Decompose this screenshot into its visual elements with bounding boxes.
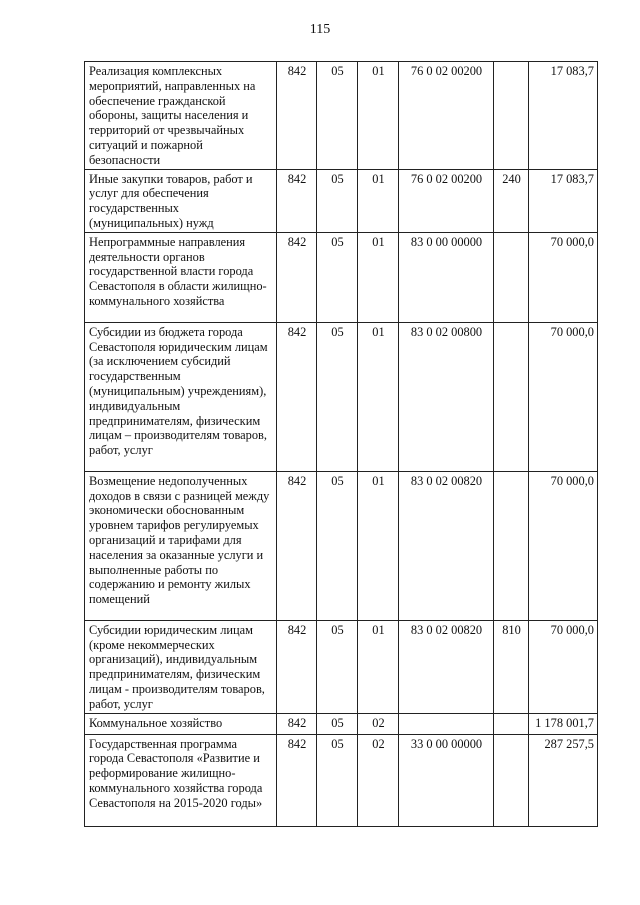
section-code-cell: 05 (317, 62, 358, 170)
amount-cell: 1 178 001,7 (529, 713, 598, 734)
expense-name-cell: Коммунальное хозяйство (85, 713, 277, 734)
amount-cell: 70 000,0 (529, 322, 598, 471)
expense-type-cell (494, 322, 529, 471)
target-article-cell: 83 0 02 00800 (399, 322, 494, 471)
expense-name-cell: Субсидии юридическим лицам (кроме некоммерческих организаций), индивидуальным предпринимателям, физическим лицам - производителям товаров, работ, услуг (85, 620, 277, 713)
section-code-cell: 05 (317, 322, 358, 471)
ministry-code-cell: 842 (277, 62, 317, 170)
target-article-cell: 83 0 02 00820 (399, 471, 494, 620)
expense-type-cell (494, 734, 529, 826)
amount-cell: 70 000,0 (529, 232, 598, 322)
ministry-code-cell: 842 (277, 322, 317, 471)
expense-type-cell (494, 471, 529, 620)
expense-type-cell (494, 713, 529, 734)
subsection-code-cell: 01 (358, 62, 399, 170)
section-code-cell: 05 (317, 713, 358, 734)
subsection-code-cell: 01 (358, 169, 399, 232)
subsection-code-cell: 01 (358, 232, 399, 322)
table-row (85, 620, 598, 713)
table-row (85, 713, 598, 734)
target-article-cell: 83 0 02 00820 (399, 620, 494, 713)
ministry-code-cell: 842 (277, 169, 317, 232)
target-article-cell: 76 0 02 00200 (399, 62, 494, 170)
target-article-cell (399, 713, 494, 734)
amount-cell: 17 083,7 (529, 169, 598, 232)
table-row (85, 322, 598, 471)
expense-type-cell (494, 232, 529, 322)
expense-type-cell: 240 (494, 169, 529, 232)
target-article-cell: 76 0 02 00200 (399, 169, 494, 232)
expense-name-cell: Иные закупки товаров, работ и услуг для обеспечения государственных (муниципальных) нужд (85, 169, 277, 232)
expense-type-cell: 810 (494, 620, 529, 713)
budget-table (84, 61, 598, 827)
table-row (85, 471, 598, 620)
section-code-cell: 05 (317, 471, 358, 620)
subsection-code-cell: 02 (358, 713, 399, 734)
expense-name-cell: Субсидии из бюджета города Севастополя юридическим лицам (за исключением субсидий государственным (муниципальным) учреждениям), индивидуальным предпринимателям, физическим лицам – производителям товаров, работ, услуг (85, 322, 277, 471)
ministry-code-cell: 842 (277, 713, 317, 734)
expense-name-cell: Реализация комплексных мероприятий, направленных на обеспечение гражданской обороны, защиты населения и территорий от чрезвычайных ситуаций и пожарной безопасности (85, 62, 277, 170)
expense-name-cell: Возмещение недополученных доходов в связи с разницей между экономически обоснованным уровнем тарифов регулируемых организаций и тарифами для населения за оказанные услуги и выполненные работы по содержанию и ремонту жилых помещений (85, 471, 277, 620)
ministry-code-cell: 842 (277, 734, 317, 826)
table-row (85, 62, 598, 170)
amount-cell: 17 083,7 (529, 62, 598, 170)
section-code-cell: 05 (317, 232, 358, 322)
section-code-cell: 05 (317, 169, 358, 232)
subsection-code-cell: 01 (358, 471, 399, 620)
subsection-code-cell: 01 (358, 620, 399, 713)
table-row (85, 169, 598, 232)
ministry-code-cell: 842 (277, 232, 317, 322)
page-number: 115 (309, 22, 331, 37)
ministry-code-cell: 842 (277, 620, 317, 713)
target-article-cell: 33 0 00 00000 (399, 734, 494, 826)
table-row (85, 734, 598, 826)
subsection-code-cell: 01 (358, 322, 399, 471)
amount-cell: 287 257,5 (529, 734, 598, 826)
section-code-cell: 05 (317, 734, 358, 826)
expense-type-cell (494, 62, 529, 170)
amount-cell: 70 000,0 (529, 620, 598, 713)
expense-name-cell: Государственная программа города Севастополя «Развитие и реформирование жилищно-коммунального хозяйства города Севастополя на 2015-2020 годы» (85, 734, 277, 826)
subsection-code-cell: 02 (358, 734, 399, 826)
ministry-code-cell: 842 (277, 471, 317, 620)
expense-name-cell: Непрограммные направления деятельности органов государственной власти города Севастополя в области жилищно-коммунального хозяйства (85, 232, 277, 322)
amount-cell: 70 000,0 (529, 471, 598, 620)
section-code-cell: 05 (317, 620, 358, 713)
target-article-cell: 83 0 00 00000 (399, 232, 494, 322)
table-row (85, 232, 598, 322)
